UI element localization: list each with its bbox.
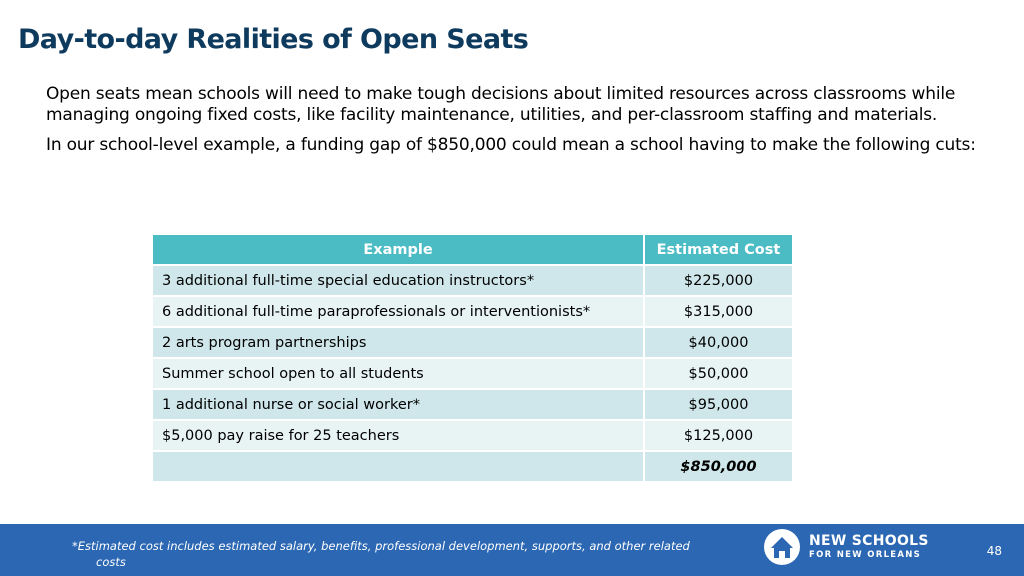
new-schools-logo bbox=[763, 528, 929, 566]
cost-cell: $50,000 bbox=[644, 358, 793, 389]
cost-cell: $40,000 bbox=[644, 327, 793, 358]
cost-cell: $225,000 bbox=[644, 265, 793, 296]
table-row bbox=[152, 389, 793, 420]
intro-paragraph: Open seats mean schools will need to make tough decisions about limited resources across classrooms while managing ongoing fixed costs, like facility maintenance, utilities, and per-classroom staffing and materials. bbox=[46, 84, 956, 125]
header-example: Example bbox=[152, 234, 644, 265]
page-number: 48 bbox=[986, 544, 1002, 558]
logo-line2: FOR NEW ORLEANS bbox=[809, 550, 922, 560]
logo-line1: NEW SCHOOLS bbox=[809, 533, 929, 549]
total-cost-cell: $850,000 bbox=[644, 451, 793, 482]
example-cell: 3 additional full-time special education instructors* bbox=[152, 265, 644, 296]
cost-cell: $95,000 bbox=[644, 389, 793, 420]
table-row bbox=[152, 358, 793, 389]
footnote: *Estimated cost includes estimated salary, benefits, professional development, supports, and other related costs bbox=[72, 539, 690, 569]
example-cell: 1 additional nurse or social worker* bbox=[152, 389, 644, 420]
total-row bbox=[152, 451, 793, 482]
cost-table bbox=[151, 233, 794, 483]
header-estimated-cost: Estimated Cost bbox=[644, 234, 793, 265]
cost-cell: $125,000 bbox=[644, 420, 793, 451]
footer-bar bbox=[0, 524, 1024, 576]
table-header-row bbox=[152, 234, 793, 265]
example-paragraph: In our school-level example, a funding gap of $850,000 could mean a school having to make the following cuts: bbox=[46, 135, 976, 155]
table-row bbox=[152, 296, 793, 327]
table-row bbox=[152, 265, 793, 296]
example-cell: Summer school open to all students bbox=[152, 358, 644, 389]
example-cell: $5,000 pay raise for 25 teachers bbox=[152, 420, 644, 451]
cost-cell: $315,000 bbox=[644, 296, 793, 327]
house-icon bbox=[763, 528, 801, 566]
slide-title: Day-to-day Realities of Open Seats bbox=[18, 24, 529, 55]
example-cell: 2 arts program partnerships bbox=[152, 327, 644, 358]
total-label-cell bbox=[152, 451, 644, 482]
body-text bbox=[46, 84, 976, 165]
example-cell: 6 additional full-time paraprofessionals or interventionists* bbox=[152, 296, 644, 327]
table-row bbox=[152, 420, 793, 451]
table-row bbox=[152, 327, 793, 358]
